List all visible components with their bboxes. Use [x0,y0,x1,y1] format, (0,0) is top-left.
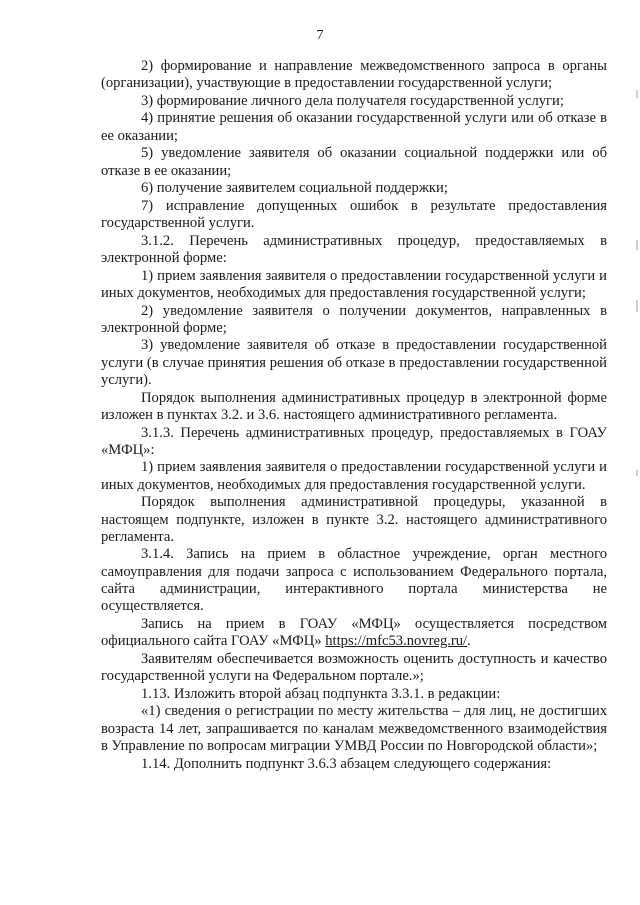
scan-edge-mark [636,90,638,98]
paragraph-electronic-order: Порядок выполнения административных процедур в электронной форме изложен в пунктах 3.2. и 3.6. настоящего административного регламента. [101,389,607,423]
paragraph-electronic-3: 3) уведомление заявителя об отказе в предоставлении государственной услуги (в случае принятия решения об отказе в предоставлении государственной услуги). [101,337,607,389]
paragraph-electronic-1: 1) прием заявления заявителя о предоставлении государственной услуги и иных документов, необходимых для предоставления государственной услуги; [101,267,607,301]
paragraph-step-7: 7) исправление допущенных ошибок в результате предоставления государственной услуги. [101,197,607,232]
scan-edge-mark [636,240,638,250]
paragraph-electronic-2: 2) уведомление заявителя о получении документов, направленных в электронной форме; [101,302,607,336]
paragraph-1-13: 1.13. Изложить второй абзац подпункта 3.3.1. в редакции: [141,685,501,702]
paragraph-mfc-order: Порядок выполнения административной процедуры, указанной в настоящем подпункте, изложен в пункте 3.2. настоящего административного регламента. [101,494,607,545]
scan-edge-mark [636,470,638,476]
mfc-website-link[interactable]: https://mfc53.novreg.ru/ [325,633,468,650]
paragraph-step-2: 2) формирование и направление межведомственного запроса в органы (организации), участвующие в предоставлении государственной услуги; [101,58,607,92]
paragraph-1-14: 1.14. Дополнить подпункт 3.6.3 абзацем следующего содержания: [141,755,552,772]
paragraph-step-6: 6) получение заявителем социальной поддержки; [141,180,448,197]
paragraph-step-3: 3) формирование личного дела получателя государственной услуги; [141,92,564,109]
paragraph-3-1-4: 3.1.4. Запись на прием в областное учреждение, орган местного самоуправления для подачи запроса с использованием Федерального портала, сайта администрации, интерактивного портала министерства не осуществляется. [101,546,607,615]
paragraph-step-4: 4) принятие решения об оказании государственной услуги или об отказе в ее оказании; [101,110,607,144]
paragraph-mfc-appointment [101,616,607,651]
paragraph-3-1-3: 3.1.3. Перечень административных процедур, предоставляемых в ГОАУ «МФЦ»: [101,424,607,458]
paragraph-registration-info: «1) сведения о регистрации по месту жительства – для лиц, не достигших возраста 14 лет, запрашивается по каналам межведомственного взаимодействия в Управление по вопросам миграции УМВД России по Новгородской области»; [101,703,607,754]
page-number: 7 [316,28,324,43]
paragraph-mfc-1: 1) прием заявления заявителя о предоставлении государственной услуги и иных документов, необходимых для предоставления государственной услуги. [101,459,607,493]
paragraph-step-5: 5) уведомление заявителя об оказании социальной поддержки или об отказе в ее оказании; [101,145,607,179]
document-body [101,58,607,773]
scan-edge-mark [636,300,638,312]
paragraph-3-1-2: 3.1.2. Перечень административных процедур, предоставляемых в электронной форме: [101,232,607,267]
paragraph-quality-rating: Заявителям обеспечивается возможность оценить доступность и качество государственной услуги на Федеральном портале.»; [101,650,607,685]
mfc-appointment-suffix: . [467,633,471,650]
mfc-appointment-text: Запись на прием в ГОАУ «МФЦ» осуществляется посредством официального сайта ГОАУ «МФЦ» [101,615,607,650]
